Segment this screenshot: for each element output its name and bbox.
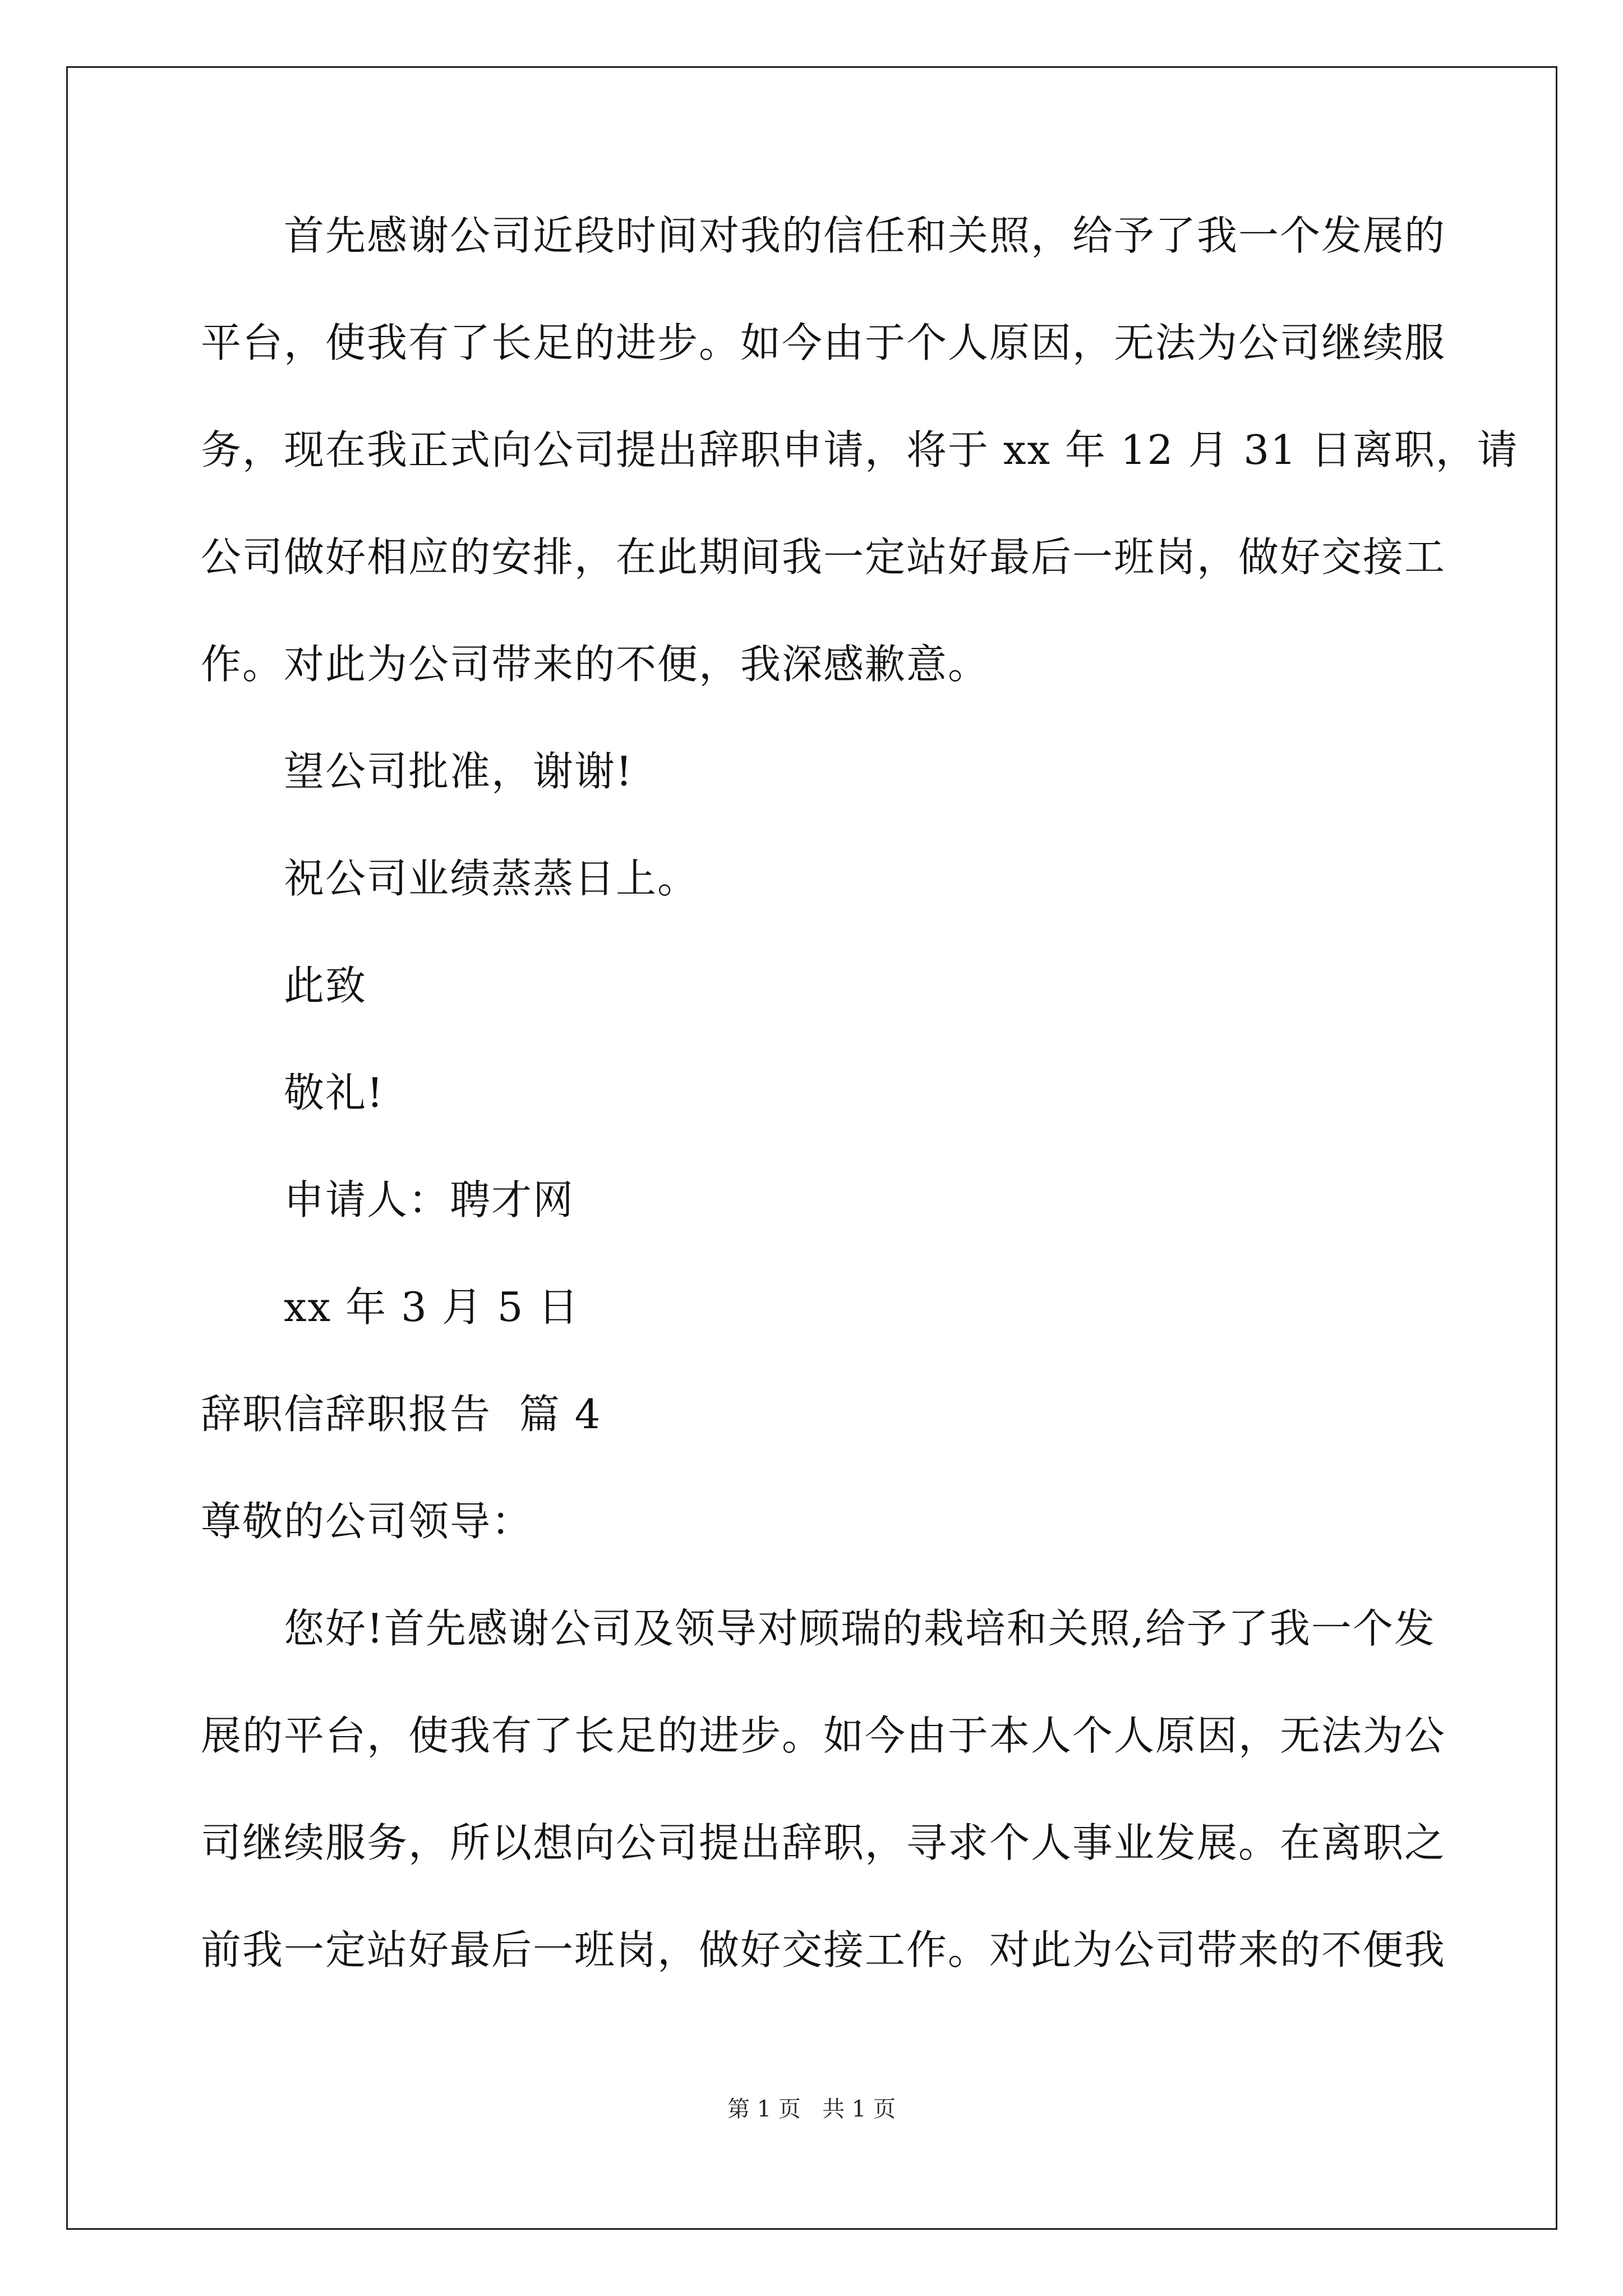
paragraph-2-line-2: 展的平台，使我有了长足的进步。如今由于本人个人原因，无法为公 bbox=[201, 1712, 1446, 1759]
paragraph-1-line-4: 公司做好相应的安排，在此期间我一定站好最后一班岗，做好交接工 bbox=[201, 533, 1446, 581]
applicant-signature: 申请人：聘才网 bbox=[284, 1176, 575, 1223]
page-border bbox=[66, 66, 1557, 2230]
section-title: 辞职信辞职报告 篇 4 bbox=[201, 1391, 602, 1438]
closing-request: 望公司批准，谢谢! bbox=[284, 748, 633, 795]
letter-date: xx 年 3 月 5 日 bbox=[284, 1283, 580, 1331]
closing-regards: 敬礼! bbox=[284, 1069, 384, 1116]
paragraph-1-line-2: 平台，使我有了长足的进步。如今由于个人原因，无法为公司继续服 bbox=[201, 319, 1446, 366]
paragraph-1-line-5: 作。对此为公司带来的不便，我深感歉意。 bbox=[201, 641, 990, 688]
paragraph-2-line-4: 前我一定站好最后一班岗，做好交接工作。对此为公司带来的不便我 bbox=[201, 1926, 1446, 1973]
closing-salutation: 此致 bbox=[284, 962, 367, 1009]
paragraph-1-line-1: 首先感谢公司近段时间对我的信任和关照，给予了我一个发展的 bbox=[284, 212, 1446, 259]
paragraph-2-line-3: 司继续服务，所以想向公司提出辞职，寻求个人事业发展。在离职之 bbox=[201, 1819, 1446, 1866]
closing-wish: 祝公司业绩蒸蒸日上。 bbox=[284, 855, 699, 902]
page-number-footer: 第 1 页 共 1 页 bbox=[727, 2096, 896, 2122]
letter-greeting: 尊敬的公司领导： bbox=[201, 1498, 533, 1545]
paragraph-2-line-1: 您好!首先感谢公司及领导对顾瑞的栽培和关照,给予了我一个发 bbox=[284, 1605, 1436, 1652]
paragraph-1-line-3: 务，现在我正式向公司提出辞职申请，将于 xx 年 12 月 31 日离职，请 bbox=[201, 426, 1519, 473]
